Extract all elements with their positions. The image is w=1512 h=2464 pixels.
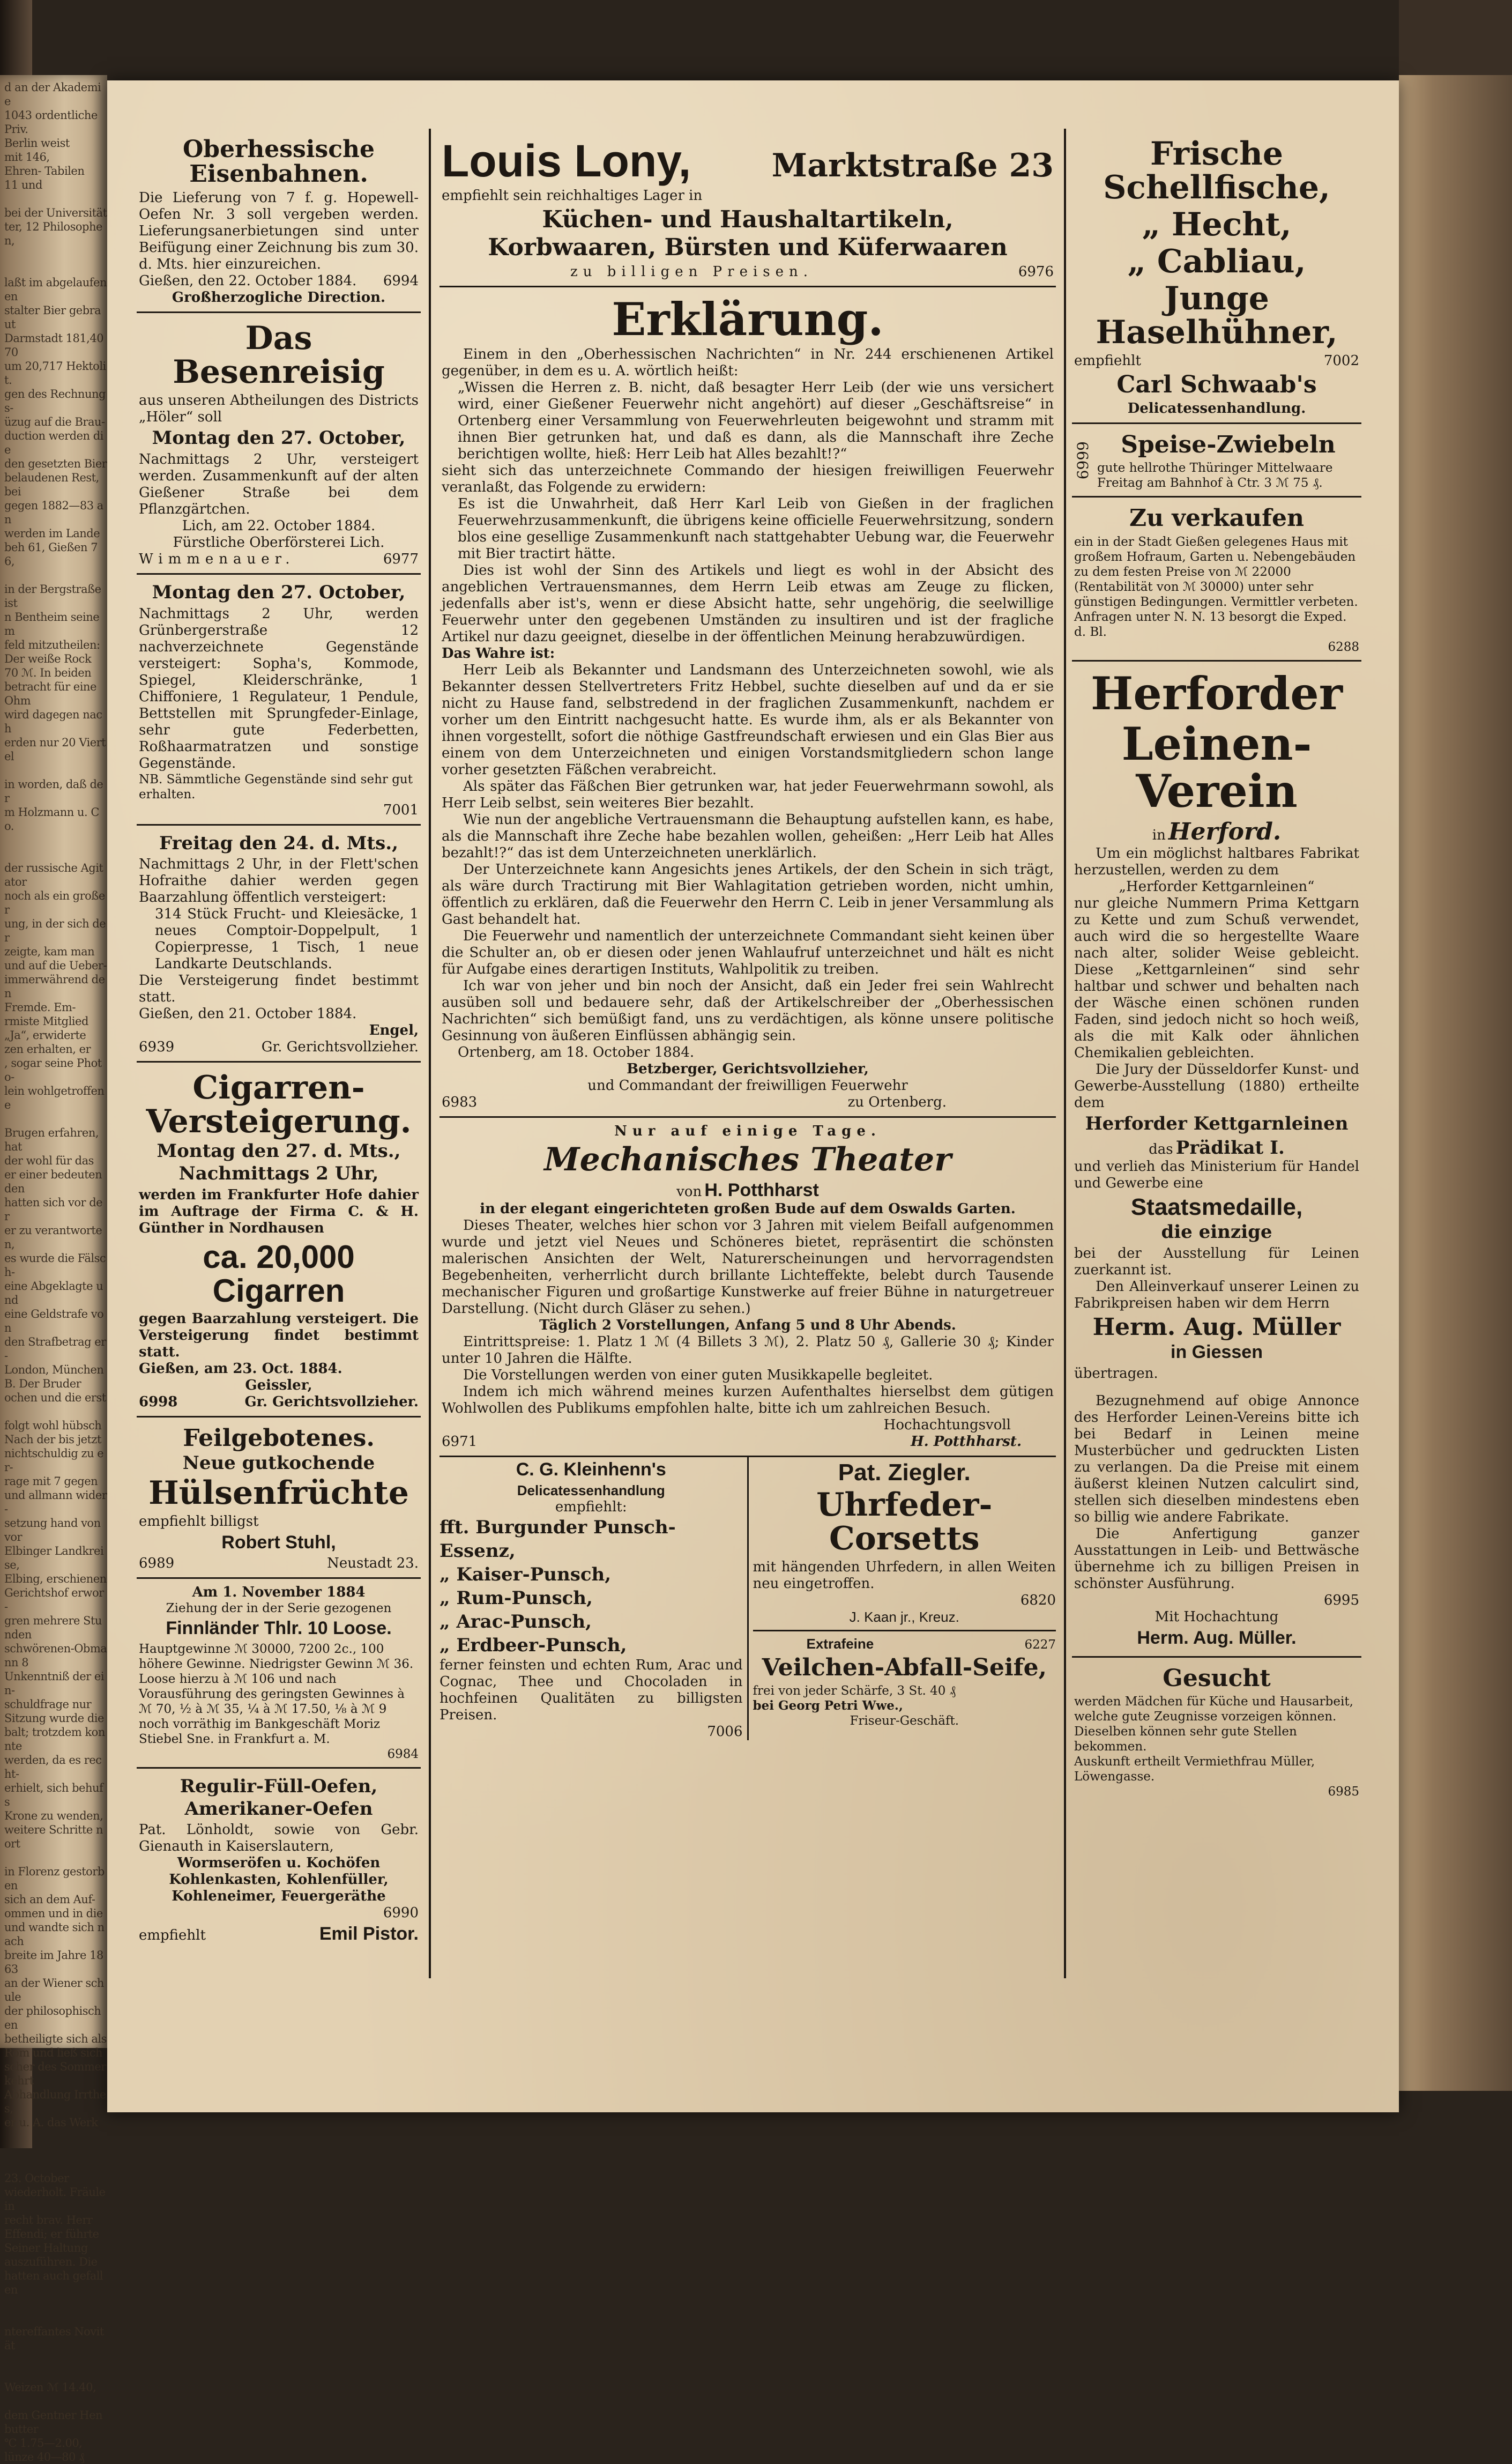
ad-number: 7001	[383, 801, 419, 818]
ad-body: Die Anfertigung ganzer Ausstattungen in Leib- und Bettwäsche übernehme ich zu billigen Preisen in schönster Ausführung.	[1074, 1525, 1359, 1592]
ad-quote: „Herforder Kettgarnleinen“	[1119, 879, 1315, 895]
article-erklaerung	[440, 287, 1056, 1118]
ad-time: Nachmittags 2 Uhr,	[178, 1163, 379, 1185]
ad-note: Die Versteigerung findet bestimmt statt.	[139, 973, 419, 1006]
ad-times: Täglich 2 Vorstellungen, Anfang 5 und 8 Uhr Abends.	[539, 1317, 956, 1333]
ad-gesucht	[1072, 1658, 1361, 1805]
ad-zwiebeln	[1072, 424, 1361, 498]
article-paragraph: Die Feuerwehr und namentlich der unterzeichnete Commandant sieht keinen über die Schulter an, ob er diesen oder jenen Wahlaufruf unterzeichnet und hält es nicht für Aufgabe eines derartigen Instituts, Wahlpolitik zu treiben.	[442, 927, 1054, 977]
ad-signature: Fürstliche Oberförsterei Lich.	[173, 535, 385, 551]
ad-number: 6227	[1024, 1637, 1056, 1652]
ad-shop: Delicatessenhandlung.	[1127, 400, 1306, 417]
ad-body: aus unseren Abtheilungen des Districts „Höler“ soll	[139, 392, 419, 426]
ad-body: empfiehlt:	[555, 1499, 627, 1516]
ad-pre: Extrafeine	[806, 1635, 874, 1652]
ad-besenreisig	[137, 313, 421, 575]
ad-body: Nachmittags 2 Uhr, versteigert werden. Zusammenkunft auf der alten Gießener Straße bei dem Pflanzgärtchen.	[139, 451, 419, 518]
ad-signature: H. Potthharst.	[911, 1433, 1022, 1450]
ad-body: Den Alleinverkauf unserer Leinen zu Fabrikpreisen haben wir dem Herrn	[1074, 1278, 1359, 1311]
article-paragraph: sieht sich das unterzeichnete Commando der hiesigen freiwilligen Feuerwehr veranlaßt, das Folgende zu erwidern:	[442, 462, 1054, 495]
ad-title: Regulir-Füll-Oefen,	[180, 1776, 378, 1798]
ad-pre: empfiehlt	[139, 1927, 206, 1944]
article-title: Erklärung.	[612, 292, 884, 346]
ad-title: Amerikaner-Oefen	[184, 1798, 373, 1820]
previous-page-edge	[0, 75, 107, 2463]
ad-number: 6995	[1323, 1592, 1359, 1608]
ad-title: Hülsenfrüchte	[148, 1474, 409, 1512]
column-middle	[440, 129, 1056, 1740]
ad-number: 6985	[1328, 1785, 1359, 1799]
ad-number: 6939	[139, 1039, 175, 1056]
ad-in: in	[1152, 827, 1166, 844]
ad-number: 6971	[442, 1433, 478, 1450]
ad-body: Die Jury der Düsseldorfer Kunst- und Gewerbe-Ausstellung (1880) ertheilte dem	[1074, 1062, 1359, 1111]
ad-number: 6976	[1018, 263, 1054, 280]
ad-number: 6989	[139, 1555, 175, 1572]
article-paragraph: Als später das Fäßchen Bier getrunken war, hat jeder Feuerwehrmann sowohl, als Herr Leib selbst, sein weiteres Bier bezahlt.	[442, 778, 1054, 811]
ad-subtitle: Delicatessenhandlung	[517, 1482, 665, 1499]
ad-body: werden im Frankfurter Hofe dahier im Auftrage der Firma C. & H. Günther in Nordhausen	[139, 1186, 419, 1236]
ad-kicker: Feilgebotenes.	[183, 1424, 375, 1452]
ad-prices: Eintrittspreise: 1. Platz 1 ℳ (4 Billets 3 ℳ), 2. Platz 50 ₰, Gallerie 30 ₰; Kinder unter 10 Jahren die Hälfte.	[442, 1333, 1054, 1367]
ad-date: Am 1. November 1884	[192, 1584, 366, 1601]
article-paragraph: Ich war von jeher und bin noch der Ansicht, daß ein Jeder frei sein Wahlrecht ausüben soll und bedauere sehr, daß der Artikelschreiber der „Oberhessischen Nachrichten“ sich bemüßigt fand, uns zu verdächtigen, als könne unsere politische Gesinnung von äußeren Einflüssen abhängig sein.	[442, 977, 1054, 1044]
ad-title: Junge Haselhühner,	[1096, 280, 1338, 351]
ad-shop-type: Friseur-Geschäft.	[850, 1714, 959, 1728]
ad-title: „ Hecht,	[1142, 206, 1292, 243]
ad-body: Um ein möglichst haltbares Fabrikat herzustellen, werden zu dem	[1074, 845, 1359, 879]
ad-loose	[137, 1579, 421, 1769]
ad-title: Louis Lony,	[442, 136, 691, 186]
article-quote: „Wissen die Herren z. B. nicht, daß besagter Herr Leib (der wie uns versichert wird, einer Gießener Feuerwehr nicht angehört) auf dieser „Geschäftsreise“ in Ortenberg einer Versammlung von Feuerwehrleuten beigewohnt und stramm mit ihnen Bier getrunken hat, und daß es dann, als die Mannschaft ihre Zeche berichtigen wollte, hieß: Herr Leib hat Alles bezahlt!?“	[458, 379, 1054, 462]
previous-page-text: d an der Akademie 1043 ordentliche Priv. Berlin weist mit 146, Ehren- Tabilen 11 und bei der Universität ter, 12 Philosophen, laßt im abgelaufenen stalter Bier gebraut Darmstadt 181,4070 um 20,717 Hektolit. gen des Rechnungs- üzug auf die Brau- duction werden die den gesetzten Bier belaudenen Rest, bei gegen 1882—83 an werden im Lande beh 61, Gießen 76, in der Bergstraße ist n Bentheim seinem feld mitzutheilen: Der weiße Rock 70 ℳ. In beiden betracht für eine Ohm wird dagegen nach erden nur 20 Viertel in worden, daß der m Holzmann u. Co. der russische Agitator noch als ein großer ung, in der sich der zeigte, kam man und auf die Ueber- immerwährend den Fremde. Em- rmiste Mitglied „Ja“, erwiderte zen erhalten, er , sogar seine Photo- lein wohlgetroffene Brugen erfahren, hat der wohl für das er einer bedeutenden hatten sich vor der er zu verantworten, es wurde die Fälsch- eine Abgeklagte und eine Geldstrafe von den Strafbetrag er- London, München B. Der Bruder ochen und die erst folgt wohl hübsch Nach der bis jetzt nichtschuldig zu er- rage mit 7 gegen und allmann wider- setzung hand von vor Elbinger Landkreise, Elbing, erschienen Gerichtshof erwor- gren mehrere Stunden schwörenen-Obmann 8 Unkenntniß der ein- schuldfrage nur Sitzung wurde die balt; trotzdem konnte werden, da es recht- erhielt, sich behufs Krone zu wenden, weitere Schritte nort in Florenz gestorben sich an dem Auf- ommen und in die und wandte sich nach breite im Jahre 1863 an der Wiener schule der philosophischen betheiligte sich als Rom und ließ sich scher des Sommerkehrt Abhandlung Irrthes, er u. A. das Werk 23. October wiederholt. Fräulein recht brav. Herr Effendi; er führte Seiner Haltung auszuführen. Die hatten auch gefallen ntereffantes Novität Weizen ℳ 14.40, dem Gentner Hen butter ℃ 1.75—2.00, lünze 40—80 ₰	[4, 81, 107, 2463]
ad-signature: Großherzogliche Direction.	[172, 290, 386, 306]
ad-day: Montag den 27. d. Mts.,	[157, 1140, 401, 1162]
ad-number: 6288	[1328, 640, 1359, 654]
ad-item: „ Arac-Punsch,	[440, 1611, 592, 1633]
ad-name: Herm. Aug. Müller	[1092, 1313, 1341, 1341]
ad-title: C. G. Kleinhenn's	[516, 1459, 666, 1480]
ad-body: ein in der Stadt Gießen gelegenes Haus mit großem Hofraum, Garten u. Nebengebäuden zu dem festen Preise von ℳ 22000 (Rentabilität von ℳ 30000) unter sehr günstigen Bedingungen. Vermittler verbeten.	[1074, 535, 1358, 609]
column-rule	[1064, 129, 1066, 1978]
article-signature: und Commandant der freiwilligen Feuerwehr	[587, 1077, 908, 1094]
ad-praedikat: Prädikat I.	[1175, 1137, 1285, 1159]
ad-body: nur gleiche Nummern Prima Kettgarn zu Kette und zum Schuß verwendet, auch wird die so hergestellte Waare nach alter, solider Weise gebleicht. Diese „Kettgarnleinen“ sind sehr haltbar und schwer und behalten nach der Wäsche einen schönen runden Faden, sind jedoch nicht so hoch weiß, als die mit Kalk oder ähnlichen Chemikalien gebleichten.	[1074, 895, 1359, 1062]
ad-title: „ Cabliau,	[1127, 243, 1306, 280]
ad-city: Herford.	[1168, 818, 1282, 846]
ad-body: mit hängenden Uhrfedern, in allen Weiten neu eingetroffen.	[753, 1558, 1056, 1592]
ad-title: Leinen-Verein	[1121, 717, 1312, 818]
column-left	[137, 129, 421, 1953]
ad-title-role: Gr. Gerichtsvollzieher.	[244, 1393, 419, 1410]
ad-row-bottom	[440, 1457, 1056, 1741]
ad-title: Speise-Zwiebeln	[1121, 431, 1336, 459]
ad-theater	[440, 1118, 1056, 1457]
ad-date: Gießen, den 21. October 1884.	[139, 1006, 357, 1022]
column-rule	[429, 129, 431, 1978]
ad-body: werden Mädchen für Küche und Hausarbeit, welche gute Zeugnisse vorzeigen können. Dieselben können sehr gute Stellen bekommen.	[1074, 1695, 1353, 1754]
ad-headline: die einzige	[1161, 1221, 1272, 1243]
ad-pre: empfiehlt	[1074, 353, 1141, 369]
ad-goods: Korbwaaren, Bürsten und Küferwaaren	[488, 234, 1008, 262]
ad-item: „ Erdbeer-Punsch,	[440, 1635, 627, 1657]
ad-items: 314 Stück Frucht- und Kleiesäcke, 1 neues Comptoir-Doppelpult, 1 Copierpresse, 1 Tisch, 1 neue Landkarte Deutschlands.	[155, 906, 419, 973]
ad-line: Neue gutkochende	[182, 1452, 375, 1474]
ad-place: in der elegant eingerichteten großen Bude auf dem Oswalds Garten.	[480, 1200, 1016, 1217]
ad-number: 6984	[387, 1747, 419, 1762]
ad-huelsenfruechte	[137, 1417, 421, 1579]
ad-title: Finnländer Thlr. 10 Loose.	[166, 1618, 392, 1639]
ad-body: Wormseröfen u. Kochöfen Kohlenkasten, Kohlenfüller, Kohleneimer, Feuergeräthe	[169, 1855, 389, 1905]
ad-day: Montag den 27. October,	[152, 427, 406, 449]
ad-cigarren	[137, 1063, 421, 1417]
ad-headline: Staatsmedaille,	[1130, 1193, 1303, 1220]
ad-city: in Giessen	[1171, 1341, 1263, 1362]
ad-body: Anfragen unter N. N. 13 besorgt die Exped. d. Bl.	[1074, 610, 1347, 639]
ad-title: Cigarren-Versteigerung.	[146, 1069, 412, 1141]
ad-punsch	[440, 1457, 749, 1741]
ad-body: übertragen.	[1074, 1365, 1158, 1382]
ad-item: fft. Burgunder Punsch-Essenz,	[440, 1517, 676, 1562]
ad-body: ferner feinsten und echten Rum, Arac und Cognac, Thee und Chocoladen in hochfeinen Qualitäten zu billigsten Preisen.	[440, 1657, 743, 1724]
newspaper-page	[107, 80, 1399, 2112]
ad-name: Geissler,	[245, 1377, 312, 1393]
ad-body: Pat. Lönholdt, sowie von Gebr. Gienauth in Kaiserslautern,	[139, 1822, 419, 1855]
ad-name: Engel,	[369, 1022, 419, 1039]
ad-body: Nachmittags 2 Uhr, in der Flett'schen Hofraithe dahier werden gegen Baarzahlung öffentlich versteigert:	[139, 856, 419, 906]
article-date: Ortenberg, am 18. October 1884.	[458, 1044, 695, 1060]
ad-name: J. Kaan jr., Kreuz.	[849, 1608, 959, 1625]
ad-title: Das Besenreisig	[173, 320, 385, 391]
ad-title: Gesucht	[1163, 1665, 1271, 1693]
ad-number: 6994	[383, 273, 419, 290]
ad-name: Wimmenauer.	[139, 551, 295, 568]
ad-note: NB. Sämmtliche Gegenstände sind sehr gut erhalten.	[139, 772, 413, 801]
ad-name: Emil Pistor.	[319, 1924, 419, 1945]
ad-kicker: Nur auf einige Tage.	[614, 1123, 881, 1139]
ad-name: H. Potthharst	[704, 1179, 819, 1200]
article-paragraph: Herr Leib als Bekannter und Landsmann des Unterzeichneten sowohl, wie als Bekannter dessen Stellvertreters Fritz Hebbel, suchte dieselben auf und da er sie nicht zu Hause fand, selbstredend in der fraglichen Zusammenkunft, nachdem er vorher um den Eintritt nachgesucht hatte. Es wurde ihm, als er als Bekannter von ihnen vorgestellt, sofort die nöthige Gastfreundschaft erwiesen und ein Glas Bier aus einem von dem Unterzeichneten und einigen Vorstandsmitgliedern schon lange vorher gesetzten Fäßchen verabreicht.	[442, 662, 1054, 778]
ad-fische	[1072, 129, 1361, 424]
ad-regards: Mit Hochachtung	[1155, 1608, 1279, 1625]
ad-body: Ziehung der in der Serie gezogenen	[166, 1601, 392, 1616]
ad-railway	[137, 129, 421, 313]
ad-body: gegen Baarzahlung versteigert. Die Versteigerung findet bestimmt statt.	[139, 1310, 419, 1360]
ad-title: Mechanisches Theater	[544, 1140, 951, 1178]
ad-headline: Uhrfeder-Corsetts	[816, 1486, 993, 1557]
ad-frucht	[137, 826, 421, 1063]
ad-body: und verlieh das Ministerium für Handel und Gewerbe eine	[1074, 1158, 1359, 1191]
ad-number: 6999	[1074, 441, 1092, 479]
ad-item: „ Rum-Punsch,	[440, 1587, 593, 1609]
ad-signature: Herm. Aug. Müller.	[1137, 1627, 1297, 1648]
article-signature: Betzberger, Gerichtsvollzieher,	[627, 1060, 869, 1077]
ad-address: Neustadt 23.	[327, 1555, 419, 1572]
ad-von: von	[676, 1183, 702, 1200]
article-paragraph: Der Unterzeichnete kann Angesichts jenes Artikels, der den Schein in sich trägt, als wäre durch Tractirung mit Bier Wahlagitation getrieben worden, nicht umhin, öffentlich zu erklären, daß die Feuerwehr den Herrn C. Leib in jener Versammlung als Gast behandelt hat.	[442, 861, 1054, 927]
article-paragraph: Einem in den „Oberhessischen Nachrichten“ in Nr. 244 erschienenen Artikel gegenüber, in dem es u. A. wörtlich heißt:	[442, 346, 1054, 379]
article-paragraph: Es ist die Unwahrheit, daß Herr Karl Leib von Gießen in der fraglichen Feuerwehrzusammenkunft, die übrigens keine officielle Feuerwehrsitzung, sondern blos eine gesellige Zusammenkunft nach stattgehabter Uebung war, die Feuerwehr mit Bier tractirt hätte.	[458, 495, 1054, 562]
ad-body: Indem ich mich während meines kurzen Aufenthaltes hierselbst dem gütigen Wohlwollen des Publikums empfohlen halte, bitte ich um zahlreichen Besuch.	[442, 1383, 1054, 1416]
ad-number: 6977	[383, 551, 419, 568]
ad-title: Herforder	[1091, 666, 1343, 720]
ad-body: frei von jeder Schärfe, 3 St. 40 ₰	[753, 1684, 956, 1698]
ad-shop: bei Georg Petri Wwe.,	[753, 1698, 903, 1713]
ad-body: Hauptgewinne ℳ 30000, 7200 2c., 100 höhere Gewinne. Niedrigster Gewinn ℳ 36. Loose hierzu à ℳ 106 und nach Vorausführung des geringsten Gewinnes à ℳ 70, ½ à ℳ 35, ¼ à ℳ 17.50, ⅛ à ℳ 9 noch vorräthig im Bankgeschäft Moriz Stiebel Sne. in Frankfurt a. M.	[139, 1642, 414, 1747]
ad-item: „ Kaiser-Punsch,	[440, 1564, 612, 1586]
ad-body: Die Vorstellungen werden von einer guten Musikkapelle begleitet.	[463, 1367, 933, 1383]
ad-regards: Hochachtungsvoll	[883, 1416, 1011, 1433]
article-paragraph: Dies ist wohl der Sinn des Artikels und liegt es wohl in der Absicht des angeblichen Vertrauensmannes, dem Herrn Leib etwas am Zeuge zu flicken, jedenfalls aber ist's, wenn er diese Absicht hatte, sehr ungehörig, die seelwillige Feuerwehr unter den gegebenen Umständen zu insultiren und ist der fragliche Artikel nur dazu geeignet, dieselbe in der öffentlichen Meinung herabzuwürdigen.	[442, 562, 1054, 645]
column-right	[1072, 129, 1361, 1805]
ad-goods: Küchen- und Haushaltartikeln,	[542, 206, 954, 234]
ad-moebel	[137, 575, 421, 826]
ad-number: 6820	[1020, 1592, 1056, 1608]
ad-title: Pat. Ziegler.	[838, 1459, 971, 1486]
ad-body: bei der Ausstellung für Leinen zuerkannt ist.	[1074, 1245, 1359, 1278]
ad-title-role: Gr. Gerichtsvollzieher.	[261, 1039, 419, 1056]
ad-headline: ca. 20,000 Cigarren	[203, 1238, 355, 1309]
ad-verkaufen	[1072, 498, 1361, 661]
ad-day: Freitag den 24. d. Mts.,	[159, 832, 398, 854]
ad-body: gute hellrothe Thüringer Mittelwaare Freitag am Bahnhof à Ctr. 3 ℳ 75 ₰.	[1097, 461, 1333, 491]
ad-leinen	[1072, 662, 1361, 1658]
ad-title: Zu verkaufen	[1129, 504, 1305, 532]
ad-title: Frische Schellfische,	[1103, 135, 1330, 206]
ad-body: Bezugnehmend auf obige Annonce des Herforder Leinen-Vereins bitte ich bei Bedarf in Leinen meine Musterbücher und gedruckten Listen zu verlangen. Da die Preise mit einem äußerst kleinen Nutzen calculirt sind, stellen sich dieselben mindestens eben so billig wie andere Fabrikate.	[1074, 1392, 1359, 1525]
ad-date: Gießen, den 22. October 1884.	[139, 273, 357, 290]
ad-title: Oberhessische Eisenbahnen.	[182, 136, 375, 188]
ad-body: Nachmittags 2 Uhr, werden Grünbergerstraße 12 nachverzeichnete Gegenstände versteigert: Sopha's, Kommode, Spiegel, Kleiderschränke, 1 Chiffoniere, 1 Regulateur, 1 Pendule, Bettstellen mit Sprungfeder-Einlage, sehr gute Federbetten, Roßhaarmatratzen und sonstige Gegenstände.	[139, 605, 419, 771]
page-edge-right	[1399, 75, 1512, 2091]
ad-oefen	[137, 1769, 421, 1953]
article-number: 6983	[442, 1094, 478, 1110]
ad-corset-seife	[753, 1457, 1056, 1741]
article-subhead: Das Wahre ist:	[442, 645, 555, 662]
ad-lony	[440, 129, 1056, 287]
article-paragraph: Wie nun der angebliche Vertrauensmann die Behauptung aufstellen kann, es habe, als die Mannschaft ihre Zeche habe bezahlen wollen, geheißen: „Herr Leib hat Alles bezahlt!?“ das ist dem Unterzeichneten unerklärlich.	[442, 811, 1054, 861]
ad-name: Robert Stuhl,	[221, 1532, 336, 1553]
ad-number: 7006	[707, 1724, 743, 1740]
page-edge-top	[1399, 0, 1512, 75]
ad-body: Dieses Theater, welches hier schon vor 3 Jahren mit vielem Beifall aufgenommen wurde und jetzt viel Neues und Schöneres bietet, repräsentirt die schönsten malerischen Ansichten der Welt, Naturerscheinungen und hervorragendsten Begebenheiten, verherrlicht durch brillante Lichteffekte, belebt durch Tausende mechanischer Figuren und großartige Kunstwerke auf freier Bühne in naturgetreuer Darstellung. (Nicht durch Gläser zu sehen.)	[442, 1217, 1054, 1317]
ad-body: Die Lieferung von 7 f. g. Hopewell-Oefen Nr. 3 soll vergeben werden. Lieferungsanerbietungen sind unter Beifügung einer Zeichnung bis zum 30. d. Mts. hier einzureichen.	[139, 190, 419, 273]
ad-body: empfiehlt billigst	[139, 1513, 259, 1530]
ad-day: Montag den 27. October,	[152, 582, 406, 604]
ad-number: 6990	[383, 1905, 419, 1921]
ad-number: 6998	[139, 1393, 178, 1410]
ad-das: das	[1149, 1141, 1173, 1157]
article-signature: zu Ortenberg.	[847, 1094, 947, 1110]
ad-body: empfiehlt sein reichhaltiges Lager in	[442, 188, 703, 204]
ad-title: Veilchen-Abfall-Seife,	[762, 1653, 1047, 1681]
divider	[753, 1630, 1056, 1631]
ad-name: Carl Schwaab's	[1116, 371, 1317, 398]
ad-address: Marktstraße 23	[771, 147, 1054, 184]
ad-body: Auskunft ertheilt Vermiethfrau Müller, Löwengasse.	[1074, 1755, 1315, 1784]
ad-date: Gießen, am 23. Oct. 1884.	[139, 1360, 342, 1377]
ad-headline: Herforder Kettgarnleinen	[1085, 1113, 1349, 1135]
ad-number: 7002	[1323, 353, 1359, 369]
ad-price: zu billigen Preisen.	[570, 263, 814, 280]
ad-date: Lich, am 22. October 1884.	[182, 518, 376, 535]
